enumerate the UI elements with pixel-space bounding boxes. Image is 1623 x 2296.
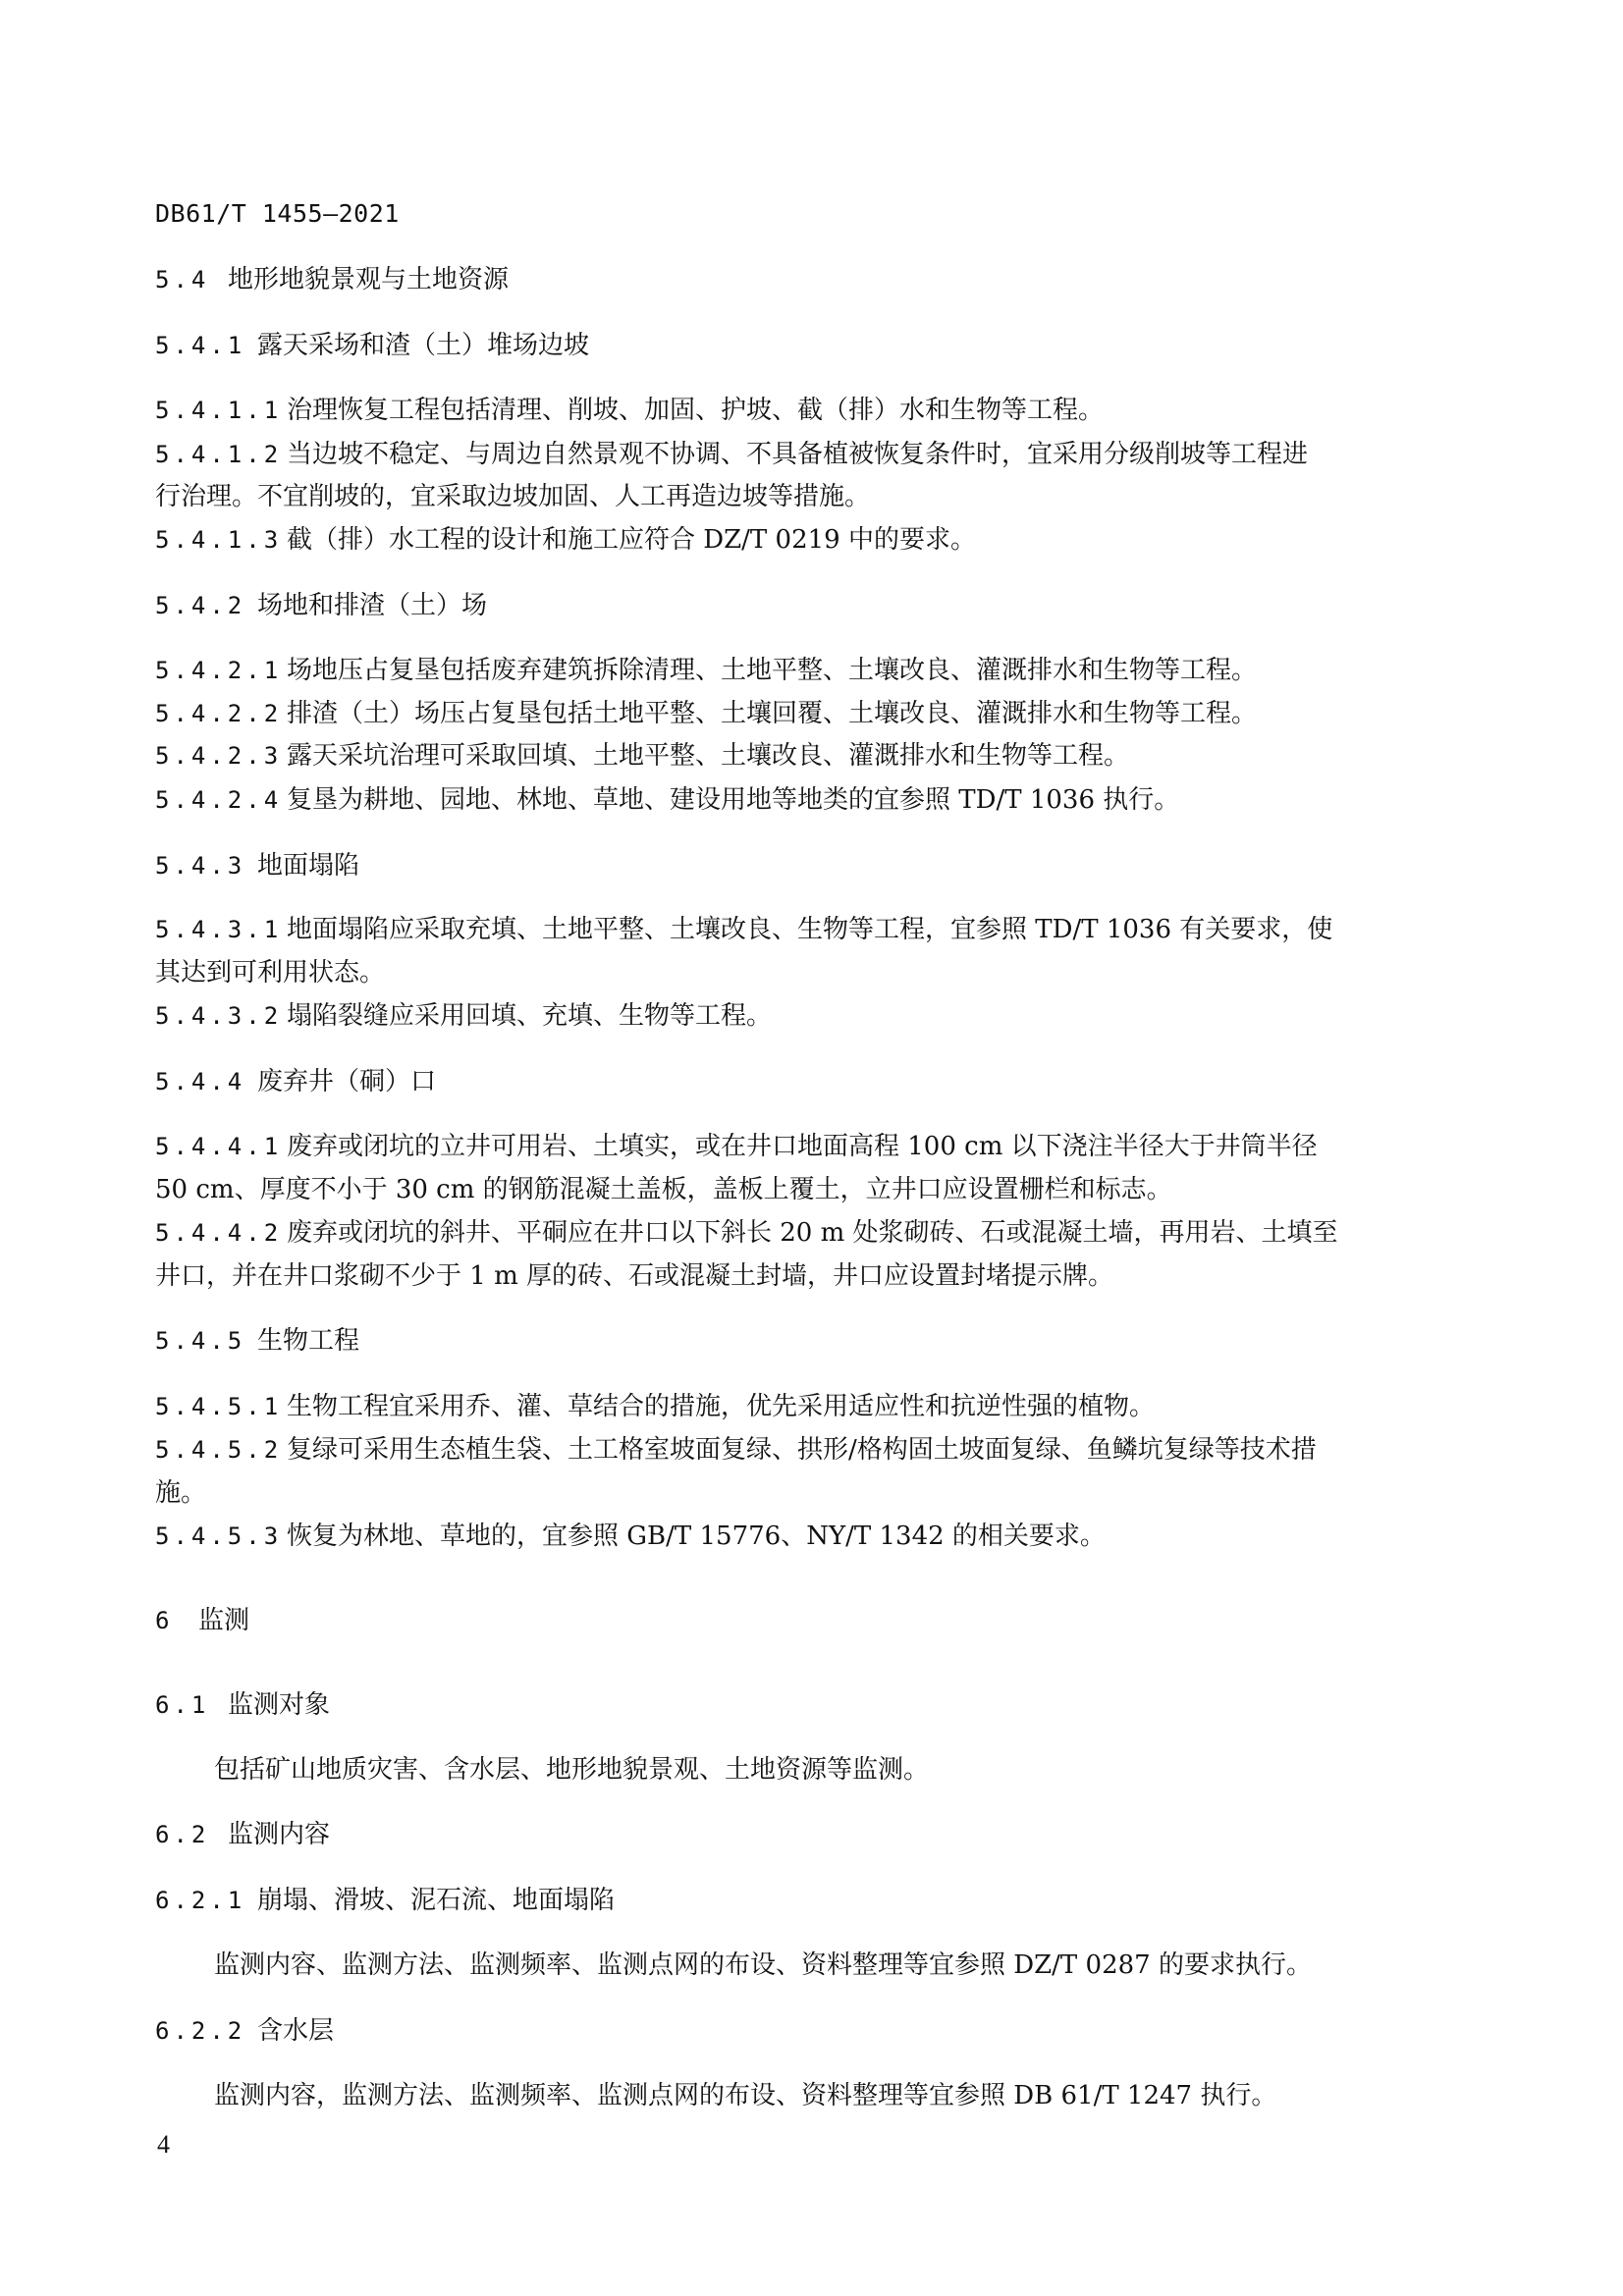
clause-number: 5.4.5.2 [155, 1436, 283, 1464]
clause-paragraph [155, 1218, 1441, 1248]
clause-number: 5.4.2.1 [155, 657, 283, 684]
clause-number: 5.4.3.1 [155, 916, 283, 943]
clause-paragraph [155, 741, 1441, 771]
clause-number: 5.4 [155, 266, 210, 294]
clause-text: 露天采场和渣（土）堆场边坡 [257, 331, 590, 360]
clause-text: 监测内容、监测方法、监测频率、监测点网的布设、资料整理等宜参照 DZ/T 0287 的要求执行。 [214, 1950, 1312, 1980]
clause-text: 场地和排渣（土）场 [257, 591, 488, 620]
clause-number: 5.4.1.2 [155, 441, 283, 468]
clause-text: 排渣（土）场压占复垦包括土地平整、土壤回覆、土壤改良、灌溉排水和生物等工程。 [287, 699, 1258, 728]
clause-paragraph [155, 1001, 1441, 1031]
clause-paragraph [155, 1435, 1441, 1465]
clause-text: 包括矿山地质灾害、含水层、地形地貌景观、土地资源等监测。 [214, 1755, 930, 1785]
clause-number: 5.4.5.1 [155, 1393, 283, 1420]
body-paragraph [214, 1950, 1500, 1980]
clause-text: 地形地貌景观与土地资源 [228, 265, 510, 294]
clause-number: 6.2.2 [155, 2017, 246, 2045]
clause-text: 生物工程 [257, 1326, 360, 1356]
clause-text: 含水层 [257, 2016, 335, 2046]
clause-number: 5.4.4 [155, 1068, 246, 1095]
body-paragraph [214, 1755, 1500, 1785]
section-heading [155, 1326, 1441, 1356]
section-heading [155, 1067, 1441, 1096]
clause-number: 6 [155, 1607, 174, 1634]
clause-number: 5.4.5 [155, 1327, 246, 1355]
section-heading [155, 2016, 1441, 2046]
clause-text: 生物工程宜采用乔、灌、草结合的措施，优先采用适应性和抗逆性强的植物。 [287, 1392, 1156, 1421]
clause-text: 露天采坑治理可采取回填、土地平整、土壤改良、灌溉排水和生物等工程。 [287, 741, 1130, 771]
clause-text: 废弃或闭坑的立井可用岩、土填实，或在井口地面高程 100 cm 以下浇注半径大于井筒半径 [287, 1132, 1318, 1161]
clause-text: 塌陷裂缝应采用回填、充填、生物等工程。 [287, 1001, 773, 1031]
clause-number: 5.4.1 [155, 332, 246, 359]
clause-paragraph [155, 440, 1441, 469]
clause-paragraph [155, 656, 1441, 685]
clause-number: 5.4.2 [155, 592, 246, 619]
clause-number: 6.1 [155, 1691, 210, 1719]
paragraph-continuation [155, 958, 1441, 988]
clause-text: 其达到可利用状态。 [155, 958, 386, 988]
section-heading [155, 1606, 1441, 1635]
section-heading [155, 265, 1441, 294]
clause-paragraph [155, 915, 1441, 944]
section-heading [155, 851, 1441, 881]
clause-number: 5.4.2.2 [155, 700, 283, 727]
clause-text: 监测 [198, 1606, 250, 1635]
clause-text: 50 cm、厚度不小于 30 cm 的钢筋混凝土盖板，盖板上覆土，立井口应设置栅栏和标志。 [155, 1175, 1172, 1204]
clause-number: 5.4.3.2 [155, 1002, 283, 1030]
clause-number: 6.2.1 [155, 1887, 246, 1914]
paragraph-continuation [155, 1175, 1441, 1204]
clause-text: 治理恢复工程包括清理、削坡、加固、护坡、截（排）水和生物等工程。 [287, 396, 1105, 425]
clause-number: 5.4.2.4 [155, 786, 283, 814]
clause-paragraph [155, 396, 1441, 425]
body-paragraph [214, 2081, 1500, 2110]
clause-text: 地面塌陷 [257, 851, 360, 881]
clause-number: 5.4.5.3 [155, 1522, 283, 1550]
paragraph-continuation [155, 482, 1441, 511]
clause-number: 5.4.4.2 [155, 1219, 283, 1247]
paragraph-continuation [155, 1478, 1441, 1508]
clause-text: 井口，并在井口浆砌不少于 1 m 厚的砖、石或混凝土封墙，井口应设置封堵提示牌。 [155, 1261, 1113, 1291]
paragraph-continuation [155, 1261, 1441, 1291]
clause-text: 截（排）水工程的设计和施工应符合 DZ/T 0219 中的要求。 [287, 525, 976, 555]
clause-paragraph [155, 1132, 1441, 1161]
clause-text: 地面塌陷应采取充填、土地平整、土壤改良、生物等工程，宜参照 TD/T 1036 有关要求，使 [287, 915, 1333, 944]
section-heading [155, 1820, 1441, 1849]
clause-number: 5.4.2.3 [155, 742, 283, 770]
clause-paragraph [155, 785, 1441, 815]
clause-text: 施。 [155, 1478, 207, 1508]
page-number: 4 [157, 2130, 170, 2159]
clause-number: 5.4.1.3 [155, 526, 283, 554]
section-heading [155, 591, 1441, 620]
clause-paragraph [155, 1392, 1441, 1421]
clause-number: 5.4.4.1 [155, 1133, 283, 1160]
document-code-header: DB61/T 1455—2021 [155, 199, 400, 228]
clause-number: 5.4.3 [155, 852, 246, 880]
clause-text: 废弃或闭坑的斜井、平硐应在井口以下斜长 20 m 处浆砌砖、石或混凝土墙，再用岩、土填至 [287, 1218, 1338, 1248]
clause-number: 6.2 [155, 1821, 210, 1848]
clause-text: 监测内容，监测方法、监测频率、监测点网的布设、资料整理等宜参照 DB 61/T 1247 执行。 [214, 2081, 1277, 2110]
clause-text: 恢复为林地、草地的，宜参照 GB/T 15776、NY/T 1342 的相关要求。 [287, 1522, 1106, 1551]
clause-text: 监测内容 [228, 1820, 331, 1849]
section-heading [155, 331, 1441, 360]
clause-text: 复绿可采用生态植生袋、土工格室坡面复绿、拱形/格构固土坡面复绿、鱼鳞坑复绿等技术措 [287, 1435, 1317, 1465]
section-heading [155, 1886, 1441, 1915]
clause-text: 当边坡不稳定、与周边自然景观不协调、不具备植被恢复条件时，宜采用分级削坡等工程进 [287, 440, 1309, 469]
clause-text: 行治理。不宜削坡的，宜采取边坡加固、人工再造边坡等措施。 [155, 482, 871, 511]
clause-text: 废弃井（硐）口 [257, 1067, 437, 1096]
clause-text: 崩塌、滑坡、泥石流、地面塌陷 [257, 1886, 616, 1915]
clause-paragraph [155, 525, 1441, 555]
section-heading [155, 1690, 1441, 1720]
clause-text: 场地压占复垦包括废弃建筑拆除清理、土地平整、土壤改良、灌溉排水和生物等工程。 [287, 656, 1258, 685]
clause-paragraph [155, 1522, 1441, 1551]
clause-text: 监测对象 [228, 1690, 331, 1720]
clause-text: 复垦为耕地、园地、林地、草地、建设用地等地类的宜参照 TD/T 1036 执行。 [287, 785, 1180, 815]
clause-paragraph [155, 699, 1441, 728]
clause-number: 5.4.1.1 [155, 397, 283, 424]
